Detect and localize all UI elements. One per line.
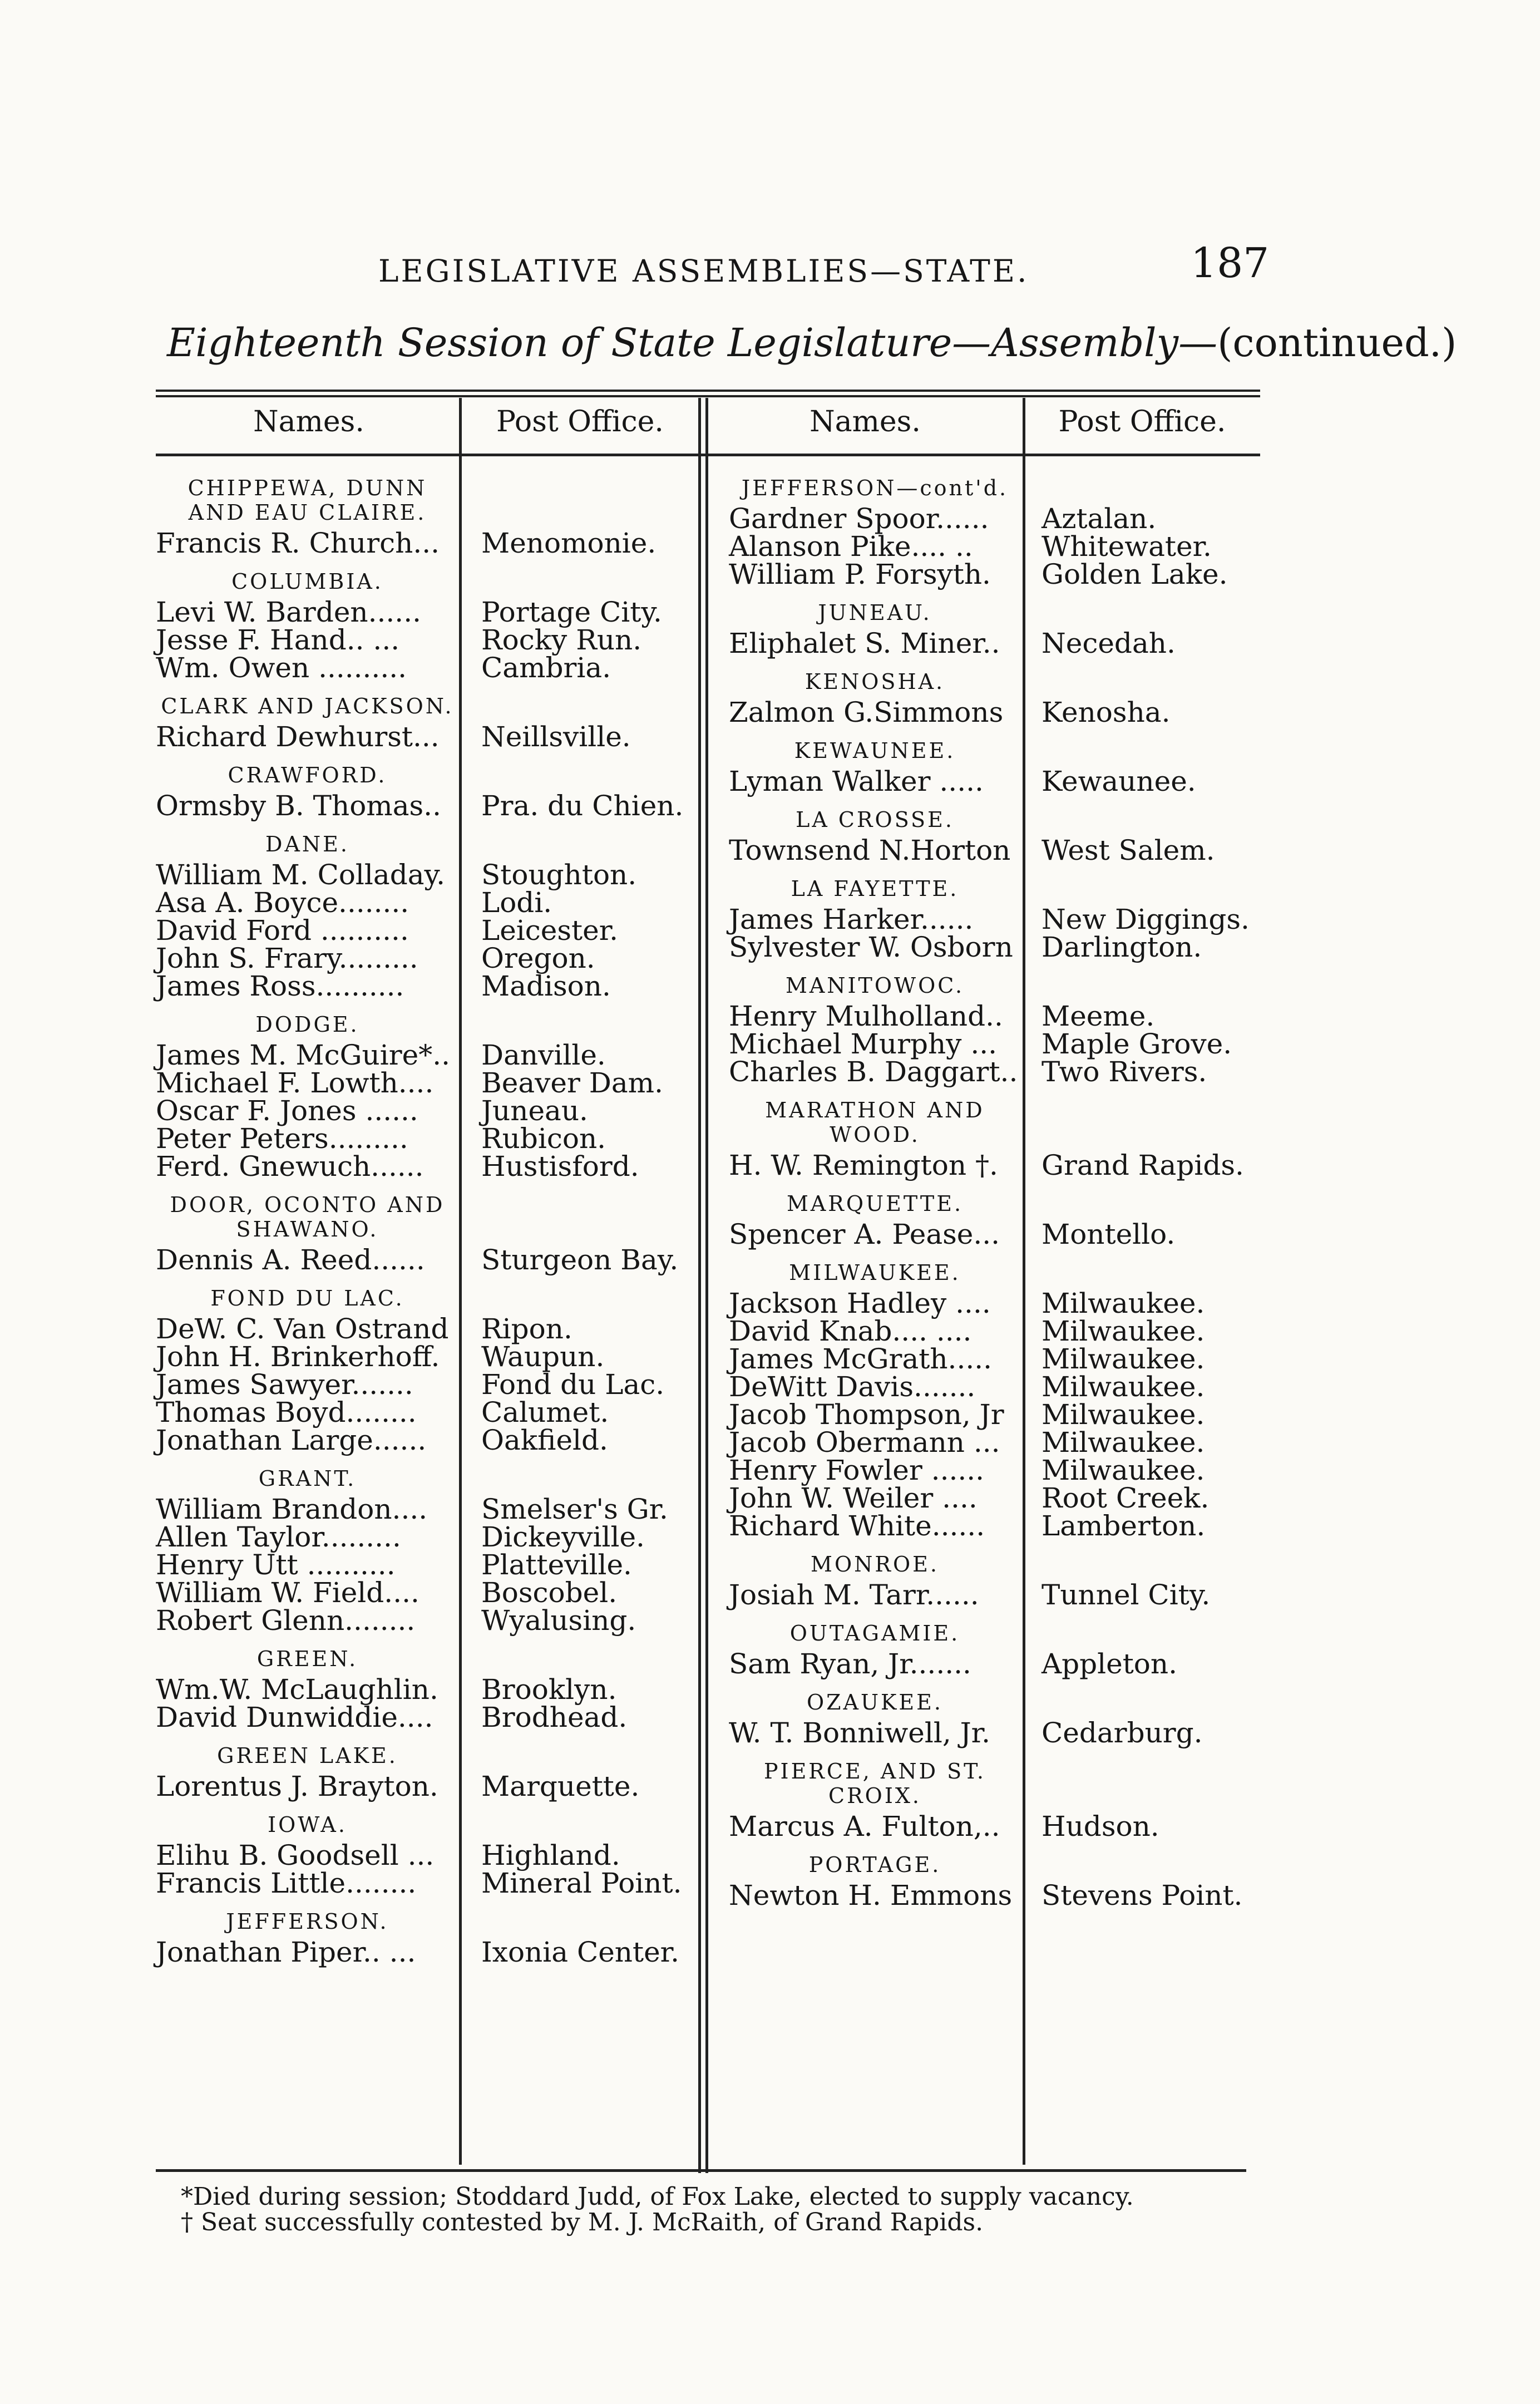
member-row [729, 1002, 1263, 1030]
member-row [729, 1317, 1263, 1345]
post-office: West Salem. [1042, 834, 1215, 866]
member-row [156, 1938, 698, 1966]
post-office: New Diggings. [1042, 903, 1250, 935]
member-name: Dennis A. Reed...... [156, 1244, 425, 1276]
post-office: Brodhead. [481, 1701, 628, 1733]
member-name: Sam Ryan, Jr....... [729, 1648, 971, 1680]
member-name: Jacob Thompson, Jr [729, 1398, 1004, 1431]
member-row [156, 1551, 698, 1579]
member-name: Henry Fowler ...... [729, 1454, 985, 1486]
post-office: Pra. du Chien. [481, 790, 684, 822]
member-row [156, 1069, 698, 1097]
member-name: William M. Colladay. [156, 859, 446, 891]
member-name: William Brandon.... [156, 1493, 428, 1525]
post-office: Ripon. [481, 1313, 572, 1345]
post-office: Grand Rapids. [1042, 1149, 1244, 1181]
member-name: Sylvester W. Osborn [729, 931, 1013, 963]
member-name: Allen Taylor......... [156, 1521, 401, 1553]
member-row [156, 1579, 698, 1607]
member-name: Michael F. Lowth.... [156, 1067, 434, 1099]
member-row [729, 530, 1263, 563]
county-heading: LA FAYETTE. [791, 876, 959, 901]
post-office: Platteville. [481, 1549, 632, 1581]
post-office: Cedarburg. [1042, 1717, 1203, 1749]
right-column [729, 476, 1263, 1922]
county-heading: LA CROSSE. [796, 807, 954, 832]
member-name: John W. Weiler .... [729, 1482, 978, 1514]
right-county-group [729, 1621, 1263, 1690]
member-name: Gardner Spoor...... [729, 503, 989, 535]
member-name: Francis Little........ [156, 1867, 417, 1899]
post-office: Stevens Point. [1042, 1879, 1243, 1912]
county-heading: FOND DU LAC. [210, 1286, 404, 1311]
post-office: Milwaukee. [1042, 1454, 1205, 1486]
post-office: Oakfield. [481, 1424, 608, 1456]
member-name: DeWitt Davis....... [729, 1371, 976, 1403]
member-name: James Ross.......... [156, 970, 404, 1002]
member-name: Marcus A. Fulton,.. [729, 1810, 1000, 1843]
left-county-group [156, 1286, 698, 1466]
member-row [729, 1398, 1263, 1431]
member-name: Michael Murphy ... [729, 1028, 998, 1060]
center-divider-a [698, 398, 701, 2173]
right-county-group [729, 476, 1263, 600]
member-name: Lorentus J. Brayton. [156, 1770, 438, 1802]
member-row [156, 723, 698, 751]
member-row [156, 1315, 698, 1343]
post-office: Milwaukee. [1042, 1343, 1205, 1375]
member-name: David Ford .......... [156, 914, 409, 947]
post-office: Madison. [481, 970, 611, 1002]
post-office: Milwaukee. [1042, 1426, 1205, 1459]
post-office: Kewaunee. [1042, 765, 1196, 797]
county-heading: JEFFERSON—cont'd. [741, 476, 1009, 500]
post-office: Tunnel City. [1042, 1579, 1211, 1611]
member-name: Jonathan Piper.. ... [156, 1936, 416, 1968]
post-office: Rubicon. [481, 1122, 606, 1155]
member-row [729, 1581, 1263, 1609]
member-row [156, 1495, 698, 1523]
member-name: Oscar F. Jones ...... [156, 1095, 418, 1127]
member-row [156, 1426, 698, 1454]
post-office: Root Creek. [1042, 1482, 1210, 1514]
post-office: Calumet. [481, 1396, 609, 1428]
county-heading: OZAUKEE. [807, 1690, 943, 1715]
right-county-group [729, 1759, 1263, 1853]
member-name: Elihu B. Goodsell ... [156, 1839, 435, 1871]
right-county-group [729, 1260, 1263, 1552]
member-row [156, 972, 698, 1000]
footnote-died: *Died during session; Stoddard Judd, of Fox Lake, elected to supply vacancy. [181, 2183, 1134, 2211]
county-heading: CLARK AND JACKSON. [161, 694, 454, 718]
col-post-office-right: Post Office. [1058, 405, 1226, 439]
member-name: Ferd. Gnewuch...... [156, 1150, 424, 1183]
member-row [156, 1150, 698, 1183]
right-county-group [729, 876, 1263, 973]
county-heading: DANE. [265, 832, 349, 856]
member-name: Zalmon G.Simmons [729, 696, 1004, 728]
left-county-group [156, 1743, 698, 1812]
member-name: Townsend N.Horton [729, 834, 1011, 866]
member-row [156, 1343, 698, 1371]
county-heading: CRAWFORD. [228, 763, 387, 787]
member-row [156, 1841, 698, 1869]
post-office: Neillsville. [481, 721, 631, 753]
member-row [156, 529, 698, 557]
member-row [729, 1058, 1263, 1086]
post-office: Beaver Dam. [481, 1067, 663, 1099]
post-office: Oregon. [481, 942, 595, 974]
member-row [729, 1650, 1263, 1678]
county-heading: WOOD. [830, 1122, 920, 1147]
county-heading: GRANT. [258, 1466, 357, 1491]
left-column [156, 476, 698, 1978]
member-row [156, 886, 698, 919]
right-county-group [729, 973, 1263, 1098]
member-row [729, 1719, 1263, 1747]
county-heading: MANITOWOC. [785, 973, 965, 998]
county-heading: PIERCE, AND ST. [763, 1759, 986, 1784]
member-name: H. W. Remington †. [729, 1149, 998, 1181]
member-name: James M. McGuire*.. [156, 1039, 451, 1071]
county-heading: GREEN. [256, 1647, 358, 1671]
member-name: James Sawyer....... [156, 1368, 413, 1401]
member-row [156, 861, 698, 889]
member-name: Levi W. Barden...... [156, 596, 421, 628]
member-name: Jackson Hadley .... [729, 1287, 991, 1319]
left-county-group [156, 1012, 698, 1193]
member-name: Francis R. Church... [156, 527, 440, 559]
page-number: 187 [1191, 239, 1270, 287]
post-office: Portage City. [481, 596, 662, 628]
member-row [729, 698, 1263, 726]
member-name: Richard White...... [729, 1510, 985, 1542]
county-heading: MONROE. [811, 1552, 939, 1577]
post-office: Appleton. [1042, 1648, 1177, 1680]
member-name: John H. Brinkerhoff. [156, 1341, 440, 1373]
member-row [156, 1673, 698, 1706]
member-row [729, 1220, 1263, 1248]
county-heading: DOOR, OCONTO AND [170, 1193, 445, 1217]
post-office: Dickeyville. [481, 1521, 645, 1553]
member-row [156, 626, 698, 654]
county-heading: AND EAU CLAIRE. [188, 500, 427, 525]
post-office: Boscobel. [481, 1577, 618, 1609]
post-office: Whitewater. [1042, 530, 1212, 563]
post-office: Sturgeon Bay. [481, 1244, 679, 1276]
member-name: Josiah M. Tarr...... [729, 1579, 979, 1611]
member-name: Richard Dewhurst... [156, 721, 440, 753]
left-county-group [156, 763, 698, 832]
member-row [156, 1604, 698, 1637]
post-office: Ixonia Center. [481, 1936, 679, 1968]
footnotes [181, 2184, 1134, 2235]
post-office: Aztalan. [1042, 503, 1157, 535]
member-row [729, 1810, 1263, 1843]
member-name: Asa A. Boyce........ [156, 886, 409, 919]
member-name: Jonathan Large...... [156, 1424, 427, 1456]
post-office: Meeme. [1042, 1000, 1155, 1032]
col-names-left: Names. [253, 405, 364, 439]
left-county-group [156, 1466, 698, 1647]
member-name: James McGrath..... [729, 1343, 993, 1375]
table-top-rule [156, 390, 1260, 392]
member-row [729, 1456, 1263, 1484]
member-name: Wm.W. McLaughlin. [156, 1673, 438, 1706]
member-name: Charles B. Daggart.. [729, 1056, 1018, 1088]
member-row [156, 1097, 698, 1125]
member-name: Henry Utt .......... [156, 1549, 396, 1581]
member-name: W. T. Bonniwell, Jr. [729, 1717, 990, 1749]
right-county-group [729, 669, 1263, 738]
right-county-group [729, 1552, 1263, 1621]
post-office: Montello. [1042, 1218, 1176, 1250]
post-office: Lamberton. [1042, 1510, 1206, 1542]
member-name: Spencer A. Pease... [729, 1218, 1000, 1250]
member-row [156, 598, 698, 626]
post-office: Danville. [481, 1039, 606, 1071]
member-row [729, 1512, 1263, 1540]
member-row [156, 914, 698, 947]
member-row [156, 1398, 698, 1426]
county-heading: MARQUETTE. [786, 1191, 964, 1216]
county-heading: DODGE. [255, 1012, 359, 1037]
post-office: Golden Lake. [1042, 558, 1228, 590]
member-row [729, 1426, 1263, 1459]
member-row [729, 1373, 1263, 1401]
member-name: Henry Mulholland.. [729, 1000, 1003, 1032]
member-row [156, 1523, 698, 1551]
county-heading: PORTAGE. [808, 1853, 941, 1877]
member-name: Wm. Owen .......... [156, 652, 407, 684]
col-names-right: Names. [810, 405, 921, 439]
post-office: Fond du Lac. [481, 1368, 665, 1401]
col-post-office-left: Post Office. [496, 405, 664, 439]
member-name: Robert Glenn........ [156, 1604, 416, 1637]
county-heading: OUTAGAMIE. [789, 1621, 960, 1646]
post-office: Two Rivers. [1042, 1056, 1207, 1088]
member-name: Thomas Boyd........ [156, 1396, 417, 1428]
post-office: Mineral Point. [481, 1867, 682, 1899]
county-heading: GREEN LAKE. [217, 1743, 398, 1768]
member-row [156, 654, 698, 682]
running-head: LEGISLATIVE ASSEMBLIES—STATE. [378, 253, 1029, 289]
member-row [729, 560, 1263, 588]
member-name: Jesse F. Hand.. ... [156, 624, 400, 656]
left-county-group [156, 1909, 698, 1978]
member-row [156, 792, 698, 820]
left-county-group [156, 694, 698, 763]
left-county-group [156, 1812, 698, 1909]
member-name: James Harker...... [729, 903, 974, 935]
post-office: Juneau. [481, 1095, 588, 1127]
member-row [729, 1289, 1263, 1317]
left-county-group [156, 1647, 698, 1743]
right-county-group [729, 807, 1263, 876]
member-name: DeW. C. Van Ostrand [156, 1313, 449, 1345]
member-row [156, 1772, 698, 1800]
post-office: Smelser's Gr. [481, 1493, 668, 1525]
post-office: Necedah. [1042, 627, 1176, 659]
post-office: Milwaukee. [1042, 1287, 1205, 1319]
table-bottom-rule [156, 2169, 1246, 2172]
left-county-group [156, 1193, 698, 1286]
post-office: Highland. [481, 1839, 620, 1871]
member-row [156, 1246, 698, 1274]
member-name: Peter Peters......... [156, 1122, 408, 1155]
member-row [729, 629, 1263, 657]
footnote-contested: † Seat successfully contested by M. J. McRaith, of Grand Rapids. [181, 2208, 984, 2236]
table-top-rule-2 [156, 395, 1260, 397]
member-row [729, 1484, 1263, 1512]
post-office: Kenosha. [1042, 696, 1171, 728]
post-office: Lodi. [481, 886, 552, 919]
post-office: Rocky Run. [481, 624, 642, 656]
county-heading: CHIPPEWA, DUNN [187, 476, 427, 500]
post-office: Waupun. [481, 1341, 605, 1373]
post-office: Stoughton. [481, 859, 637, 891]
right-county-group [729, 600, 1263, 669]
member-row [156, 1703, 698, 1731]
member-row [729, 1879, 1263, 1912]
member-row [729, 905, 1263, 933]
right-county-group [729, 1098, 1263, 1191]
member-row [156, 1122, 698, 1155]
left-county-group [156, 832, 698, 1012]
post-office: Milwaukee. [1042, 1371, 1205, 1403]
member-row [156, 1368, 698, 1401]
member-row [729, 1345, 1263, 1373]
center-divider-b [705, 398, 708, 2173]
member-row [156, 1869, 698, 1897]
member-row [729, 836, 1263, 864]
member-name: William W. Field.... [156, 1577, 419, 1609]
member-name: Newton H. Emmons [729, 1879, 1013, 1912]
subtitle-continued: (continued.) [1217, 320, 1457, 366]
member-name: Eliphalet S. Miner.. [729, 627, 1000, 659]
member-name: William P. Forsyth. [729, 558, 991, 590]
member-name: David Dunwiddie.... [156, 1701, 433, 1733]
county-heading: MARATHON AND [765, 1098, 985, 1122]
member-name: David Knab.... .... [729, 1315, 972, 1347]
county-heading: JUNEAU. [818, 600, 932, 625]
county-heading: JEFFERSON. [226, 1909, 389, 1934]
county-heading: SHAWANO. [236, 1217, 379, 1242]
post-office: Cambria. [481, 652, 611, 684]
member-name: Lyman Walker ..... [729, 765, 984, 797]
subtitle-italic: Eighteenth Session of State Legislature—Assembly— [167, 320, 1218, 366]
member-row [729, 1030, 1263, 1058]
post-office: Milwaukee. [1042, 1315, 1205, 1347]
post-office: Hustisford. [481, 1150, 639, 1183]
session-subtitle [167, 320, 1457, 366]
post-office: Milwaukee. [1042, 1398, 1205, 1431]
county-heading: MILWAUKEE. [789, 1260, 961, 1285]
post-office: Maple Grove. [1042, 1028, 1232, 1060]
post-office: Brooklyn. [481, 1673, 617, 1706]
county-heading: COLUMBIA. [231, 569, 383, 594]
member-name: Ormsby B. Thomas.. [156, 790, 441, 822]
post-office: Darlington. [1042, 931, 1202, 963]
post-office: Hudson. [1042, 1810, 1159, 1843]
post-office: Marquette. [481, 1770, 640, 1802]
post-office: Leicester. [481, 914, 619, 947]
member-name: Jacob Obermann ... [729, 1426, 1000, 1459]
member-row [729, 767, 1263, 795]
left-county-group [156, 476, 698, 569]
right-county-group [729, 1191, 1263, 1260]
member-row [729, 505, 1263, 533]
right-county-group [729, 1853, 1263, 1922]
right-county-group [729, 1690, 1263, 1759]
county-heading: KEWAUNEE. [794, 738, 956, 763]
member-name: Alanson Pike.... .. [729, 530, 973, 563]
member-name: John S. Frary......... [156, 942, 418, 974]
county-heading: CROIX. [828, 1784, 921, 1808]
county-heading: KENOSHA. [804, 669, 945, 694]
county-heading: IOWA. [268, 1812, 347, 1837]
post-office: Menomonie. [481, 527, 657, 559]
right-county-group [729, 738, 1263, 807]
post-office: Wyalusing. [481, 1604, 636, 1637]
member-row [156, 1041, 698, 1069]
member-row [729, 933, 1263, 961]
left-county-group [156, 569, 698, 694]
member-row [729, 1151, 1263, 1179]
member-row [156, 944, 698, 972]
